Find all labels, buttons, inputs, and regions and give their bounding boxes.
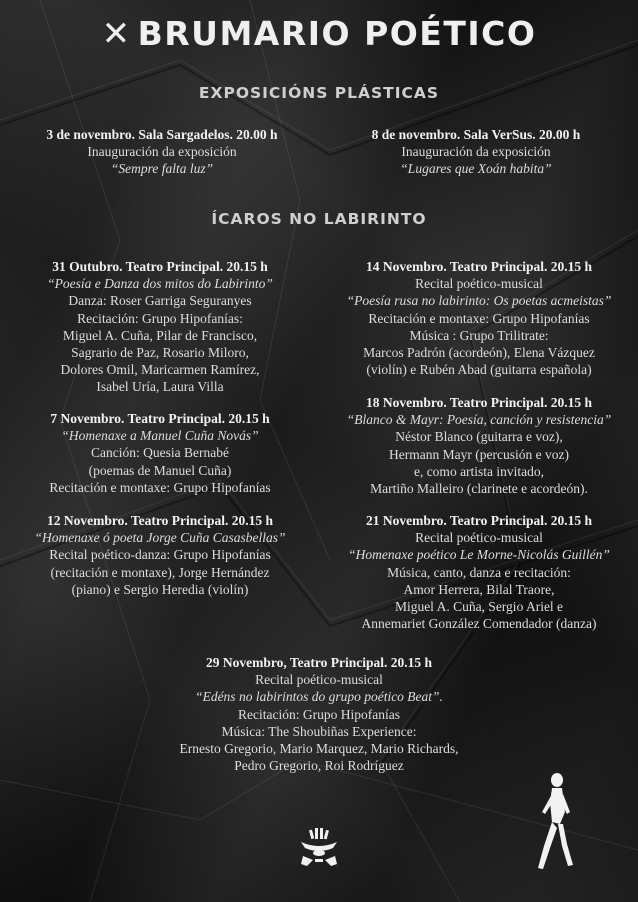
event-line: (recitación e montaxe), Jorge Hernández [50, 564, 270, 580]
event-line: Recital poético-musical [415, 530, 543, 546]
event-line: Amor Herrera, Bilal Traore, [403, 581, 555, 597]
title-text: BRUMARIO POÉTICO [137, 14, 537, 53]
event-line: Hermann Mayr (percusión e voz) [389, 446, 569, 462]
event-line: Música : Grupo Trilitrate: [409, 327, 549, 343]
event-line: Inauguración da exposición [401, 144, 551, 160]
event-line: (poemas de Manuel Cuña) [88, 462, 232, 478]
event-heading: 21 Novembro. Teatro Principal. 20.15 h [365, 513, 592, 528]
event-line: Dolores Omil, Maricarmen Ramírez, [60, 362, 260, 378]
event-item [10, 410, 310, 496]
event-heading: 18 Novembro. Teatro Principal. 20.15 h [365, 395, 592, 410]
event-line: Sagrario de Paz, Rosario Miloro, [71, 345, 249, 361]
event-line: e, como artista invitado, [413, 463, 545, 479]
event-line: Miguel A. Cuña, Sergio Ariel e [394, 599, 564, 615]
event-line: “Edéns no labirintos do grupo poético Beat”. [195, 689, 443, 705]
walking-figure-icon [530, 772, 576, 872]
event-heading: 12 Novembro. Teatro Principal. 20.15 h [46, 513, 273, 528]
event-line: Música: The Shoubiñas Experience: [221, 723, 417, 739]
event-heading: 29 Novembro, Teatro Principal. 20.15 h [205, 655, 432, 670]
event-line: Isabel Uría, Laura Villa [96, 379, 224, 395]
event-line: Recitación e montaxe: Grupo Hipofanías [49, 479, 271, 495]
event-item [10, 512, 310, 598]
exhibition-item [329, 126, 623, 178]
event-line: Inauguración da exposición [87, 144, 237, 160]
event-item [328, 258, 630, 378]
event-line: Recitación e montaxe: Grupo Hipofanías [368, 310, 590, 326]
event-line: “Poesía e Danza dos mitos do Labirinto” [47, 276, 273, 292]
event-line: “Homenaxe a Manuel Cuña Novás” [61, 428, 259, 444]
event-line: Ernesto Gregorio, Mario Marquez, Mario Richards, [179, 741, 459, 757]
winged-mask-logo-icon [297, 826, 341, 868]
event-line: Pedro Gregorio, Roi Rodríguez [234, 758, 404, 774]
exhibition-item [15, 126, 309, 178]
event-heading: 31 Outubro. Teatro Principal. 20.15 h [52, 259, 268, 274]
event-line: Música, canto, danza e recitación: [387, 564, 571, 580]
event-item-closing [109, 654, 529, 774]
event-item [10, 258, 310, 396]
event-heading: 3 de novembro. Sala Sargadelos. 20.00 h [46, 127, 278, 142]
event-line: “Lugares que Xoán habita” [400, 161, 552, 177]
event-line: Recital poético-danza: Grupo Hipofanías [49, 547, 271, 563]
event-item [328, 394, 630, 497]
event-line: Recital poético-musical [255, 672, 383, 688]
event-heading: 8 de novembro. Sala VerSus. 20.00 h [371, 127, 581, 142]
event-line: Miguel A. Cuña, Pilar de Francisco, [62, 327, 258, 343]
event-line: Annemariet González Comendador (danza) [361, 616, 597, 632]
event-line: “Sempre falta luz” [110, 161, 214, 177]
event-line: “Homenaxe poético Le Morne-Nicolás Guillén” [348, 547, 610, 563]
event-line: “Poesía rusa no labirinto: Os poetas acmeistas” [346, 293, 612, 309]
event-line: Recitación: Grupo Hipofanías [238, 706, 400, 722]
event-line: Néstor Blanco (guitarra e voz), [395, 429, 563, 445]
event-line: (piano) e Sergio Heredia (violín) [71, 581, 249, 597]
event-line: Recital poético-musical [415, 276, 543, 292]
event-item [328, 512, 630, 632]
x-mark-icon: ✕ [101, 14, 132, 54]
event-line: “Homenaxe ó poeta Jorge Cuña Casasbellas” [34, 530, 286, 546]
event-line: Recitación: Grupo Hipofanías: [77, 310, 243, 326]
event-line: (violín) e Rubén Abad (guitarra española) [366, 362, 592, 378]
event-line: “Blanco & Mayr: Poesía, canción y resistencia” [346, 412, 612, 428]
section-heading-exhibitions: EXPOSICIÓNS PLÁSTICAS [198, 84, 440, 102]
event-line: Danza: Roser Garriga Seguranyes [68, 293, 252, 309]
event-line: Marcos Padrón (acordeón), Elena Vázquez [363, 345, 595, 361]
event-line: Canción: Quesia Bernabé [91, 445, 229, 461]
section-heading-icaros: ÍCAROS NO LABIRINTO [211, 210, 427, 228]
poster-title [0, 14, 638, 54]
event-line: Martiño Malleiro (clarinete e acordeón). [370, 481, 588, 497]
event-heading: 14 Novembro. Teatro Principal. 20.15 h [365, 259, 592, 274]
event-heading: 7 Novembro. Teatro Principal. 20.15 h [50, 411, 270, 426]
